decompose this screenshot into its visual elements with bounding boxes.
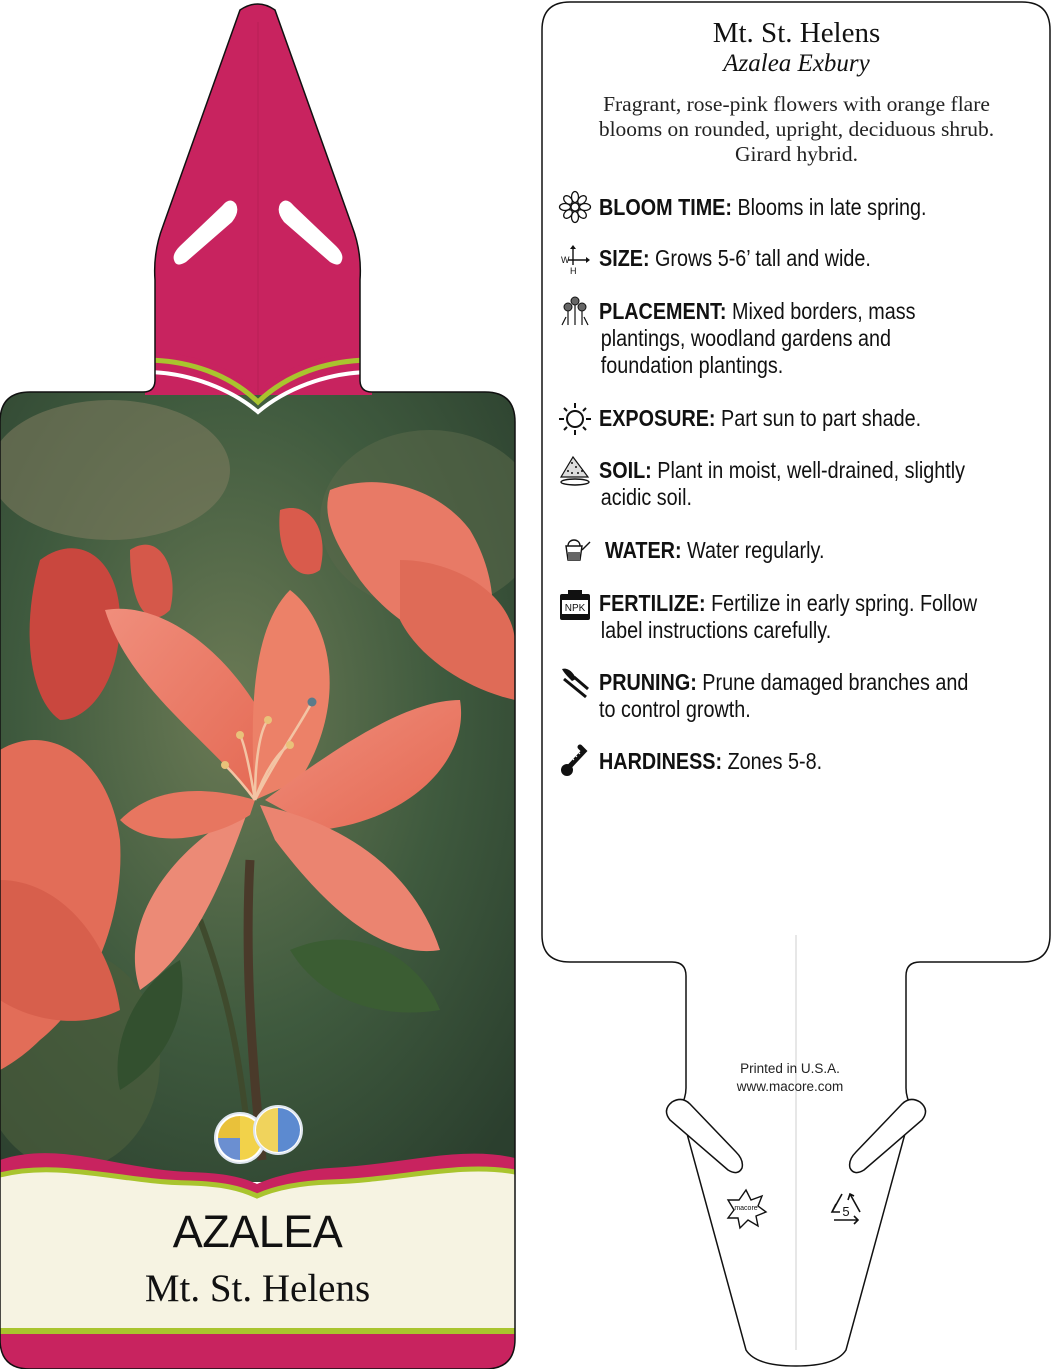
back-description: Fragrant, rose-pink flowers with orange flare blooms on rounded, upright, deciduous shrub. Girard hybrid. — [598, 92, 995, 166]
watering-can-icon — [558, 532, 592, 566]
size-icon-w: W — [561, 255, 570, 265]
back-title: Mt. St. Helens — [712, 17, 881, 49]
recycle-code: 5 — [842, 1204, 850, 1219]
flower-icon — [558, 190, 592, 224]
website-text: www.macore.com — [736, 1079, 844, 1094]
front-plant-name: AZALEA — [172, 1206, 343, 1257]
printed-in-text: Printed in U.S.A. — [740, 1061, 840, 1076]
spec-soil: SOIL: Plant in moist, well-drained, slightly acidic soil. — [599, 457, 966, 510]
macore-logo-text: macore — [734, 1205, 758, 1212]
spec-bloom-time: BLOOM TIME: Blooms in late spring. — [599, 194, 927, 220]
spec-fertilize: FERTILIZE: Fertilize in early spring. Follow label instructions carefully. — [599, 590, 978, 643]
lime-stripe — [0, 1328, 515, 1334]
placement-icon — [558, 293, 592, 327]
size-icon-h: H — [570, 266, 577, 276]
spec-exposure: EXPOSURE: Part sun to part shade. — [599, 405, 922, 431]
back-subtitle: Azalea Exbury — [723, 50, 870, 77]
spec-placement: PLACEMENT: Mixed borders, mass plantings, woodland gardens and foundation plantings. — [599, 298, 916, 378]
sun-icon — [558, 402, 592, 436]
front-variety-name: Mt. St. Helens — [144, 1267, 371, 1310]
spec-pruning: PRUNING: Prune damaged branches and to control growth. — [599, 669, 969, 722]
spec-hardiness: HARDINESS: Zones 5-8. — [599, 748, 823, 774]
bottom-magenta-band — [0, 1334, 515, 1369]
npk-icon-text: NPK — [564, 603, 586, 614]
npk-icon — [558, 588, 592, 622]
soil-icon — [558, 453, 592, 487]
spec-water: WATER: Water regularly. — [605, 537, 825, 563]
size-icon — [558, 243, 592, 277]
spec-size: SIZE: Grows 5-6’ tall and wide. — [599, 245, 871, 271]
thermometer-icon — [558, 744, 592, 778]
pruning-shears-icon — [558, 665, 592, 699]
